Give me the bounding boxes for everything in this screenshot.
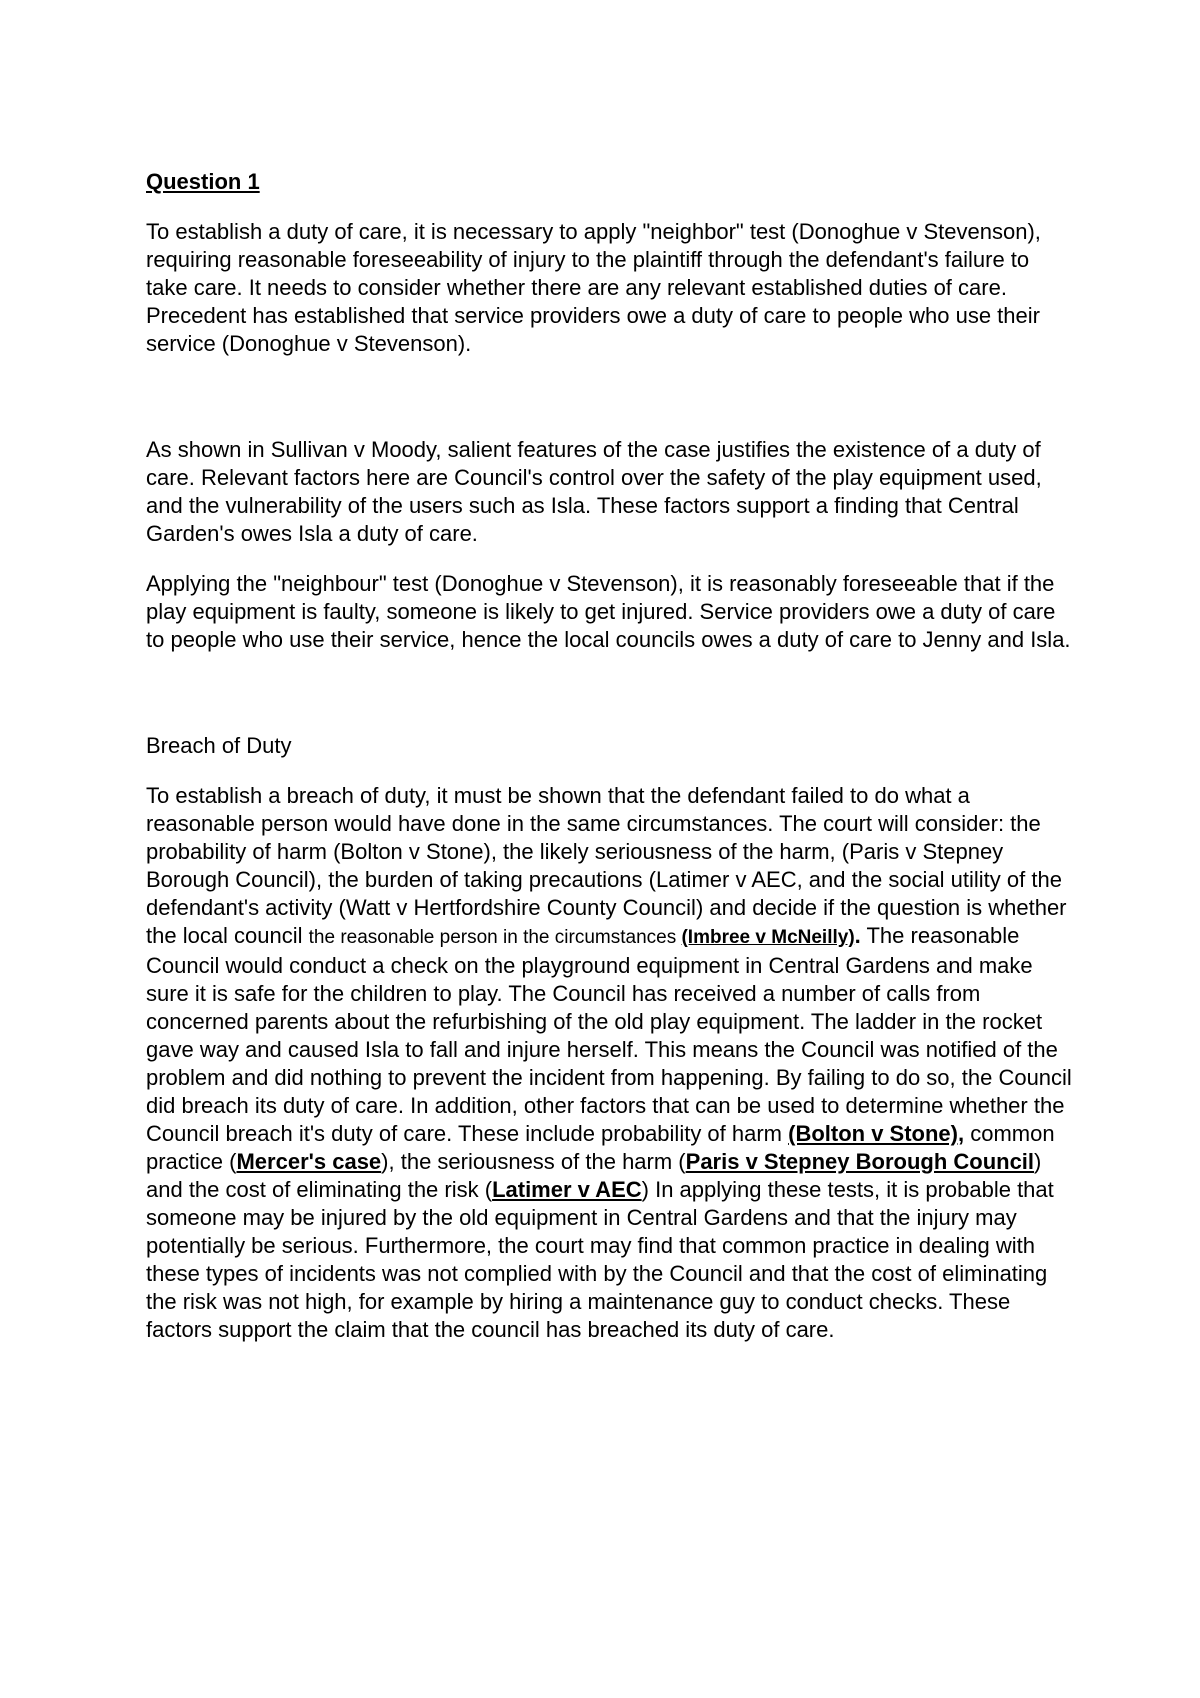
document-page — [146, 168, 1076, 1344]
case-latimer-v-aec: Latimer v AEC — [492, 1177, 642, 1202]
breach-text-3: common practice ( — [146, 1121, 1055, 1174]
case-mercers-case: Mercer's case — [236, 1149, 382, 1174]
breach-text-6: ) In applying these tests, it is probable that someone may be injured by the old equipment in Central Gardens and that the injury may potentially be serious. Furthermore, the court may find that common practice in dealing with these types of incidents was not complied with by the Council and that the cost of eliminating the risk was not high, for example by hiring a maintenance guy to conduct checks. These factors support the claim that the council has breached its duty of care. — [146, 1177, 1054, 1342]
breach-text-1: To establish a breach of duty, it must be shown that the defendant failed to do what a reasonable person would have done in the same circumstances. The court will consider: the probability of harm (Bolton v Stone), the likely seriousness of the harm, (Paris v Stepney Borough Council), the burden of taking precautions (Latimer v AEC, and the social utility of the defendant's activity (Watt v Hertfordshire County Council) and decide if the question is whether the local council — [146, 783, 1067, 948]
case-bolton-v-stone: (Bolton v Stone), — [788, 1121, 965, 1146]
question-heading: Question 1 — [146, 169, 260, 194]
breach-text-2: The reasonable Council would conduct a check on the playground equipment in Central Gardens and make sure it is safe for the children to play. The Council has received a number of calls from concerned parents about the refurbishing of the old play equipment. The ladder in the rocket gave way and caused Isla to fall and injure herself. This means the Council was notified of the problem and did nothing to prevent the incident from happening. By failing to do so, the Council did breach its duty of care. In addition, other factors that can be used to determine whether the Council breach it's duty of care. These include probability of harm — [146, 923, 1072, 1146]
breach-text-5: ) and the cost of eliminating the risk ( — [146, 1149, 1042, 1202]
case-paris-v-stepney: Paris v Stepney Borough Council — [685, 1149, 1035, 1174]
case-imbree-v-mcneilly: (Imbree v McNeilly) — [681, 927, 855, 948]
duty-paragraph-3: Applying the "neighbour" test (Donoghue v Stevenson), it is reasonably foreseeable that if the play equipment is faulty, someone is likely to get injured. Service providers owe a duty of care to people who use their service, hence the local councils owes a duty of care to Jenny and Isla. — [146, 571, 1071, 652]
breach-paragraph — [146, 782, 1076, 1344]
breach-text-dot: . — [854, 923, 861, 948]
breach-text-4: ), the seriousness of the harm ( — [381, 1149, 686, 1174]
breach-heading: Breach of Duty — [146, 733, 292, 758]
breach-text-small: the reasonable person in the circumstances — [308, 927, 682, 948]
duty-paragraph-1: To establish a duty of care, it is necessary to apply "neighbor" test (Donoghue v Stevenson), requiring reasonable foreseeability of injury to the plaintiff through the defendant's failure to take care. It needs to consider whether there are any relevant established duties of care. Precedent has established that service providers owe a duty of care to people who use their service (Donoghue v Stevenson). — [146, 219, 1041, 356]
duty-paragraph-2: As shown in Sullivan v Moody, salient features of the case justifies the existence of a duty of care. Relevant factors here are Council's control over the safety of the play equipment used, and the vulnerability of the users such as Isla. These factors support a finding that Central Garden's owes Isla a duty of care. — [146, 437, 1042, 546]
